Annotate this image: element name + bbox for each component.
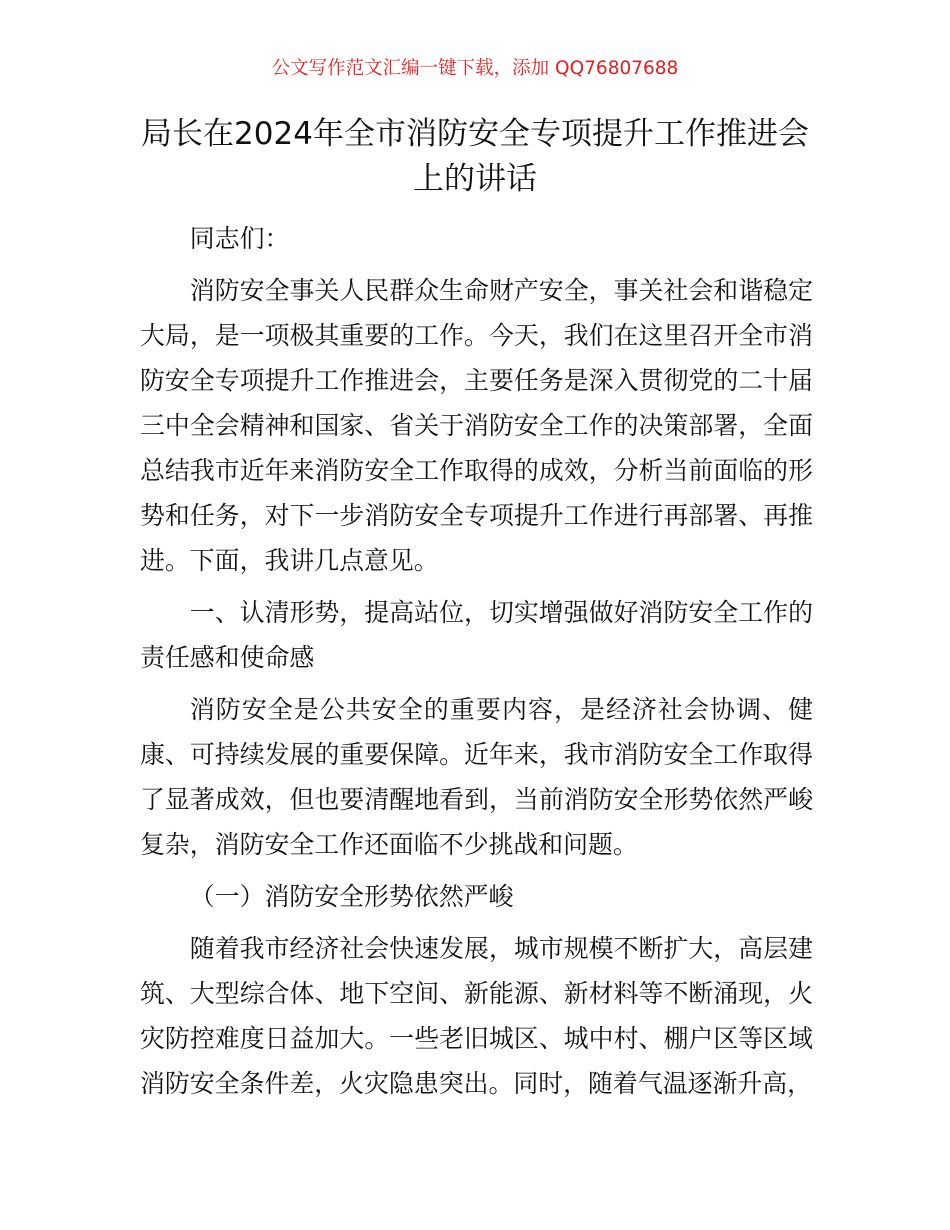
greeting: 同志们： bbox=[189, 224, 290, 253]
section-heading: 一、认清形势，提高站位，切实增强做好消防安全工作的责任感和使命感 bbox=[140, 598, 813, 672]
paragraph: 消防安全是公共安全的重要内容，是经济社会协调、健康、可持续发展的重要保障。近年来，我市消防安全工作取得了显著成效，但也要清醒地看到，当前消防安全形势依然严峻复杂，消防安全工作还面临不少挑战和问题。 bbox=[140, 695, 813, 859]
subsection-heading: （一）消防安全形势依然严峻 bbox=[189, 882, 514, 911]
download-banner: 公文写作范文汇编一键下载，添加 QQ76807688 bbox=[271, 58, 679, 79]
document-body bbox=[140, 216, 813, 1113]
paragraph: 随着我市经济社会快速发展，城市规模不断扩大，高层建筑、大型综合体、地下空间、新能源、新材料等不断涌现，火灾防控难度日益加大。一些老旧城区、城中村、棚户区等区域消防安全条件差，火灾隐患突出。同时，随着气温逐渐升高， bbox=[140, 934, 813, 1098]
document-title: 局长在2024年全市消防安全专项提升工作推进会上的讲话 bbox=[141, 116, 809, 197]
paragraph: 消防安全事关人民群众生命财产安全，事关社会和谐稳定大局，是一项极其重要的工作。今天，我们在这里召开全市消防安全专项提升工作推进会，主要任务是深入贯彻党的二十届三中全会精神和国家、省关于消防安全工作的决策部署，全面总结我市近年来消防安全工作取得的成效，分析当前面临的形势和任务，对下一步消防安全专项提升工作进行再部署、再推进。下面，我讲几点意见。 bbox=[140, 276, 813, 575]
